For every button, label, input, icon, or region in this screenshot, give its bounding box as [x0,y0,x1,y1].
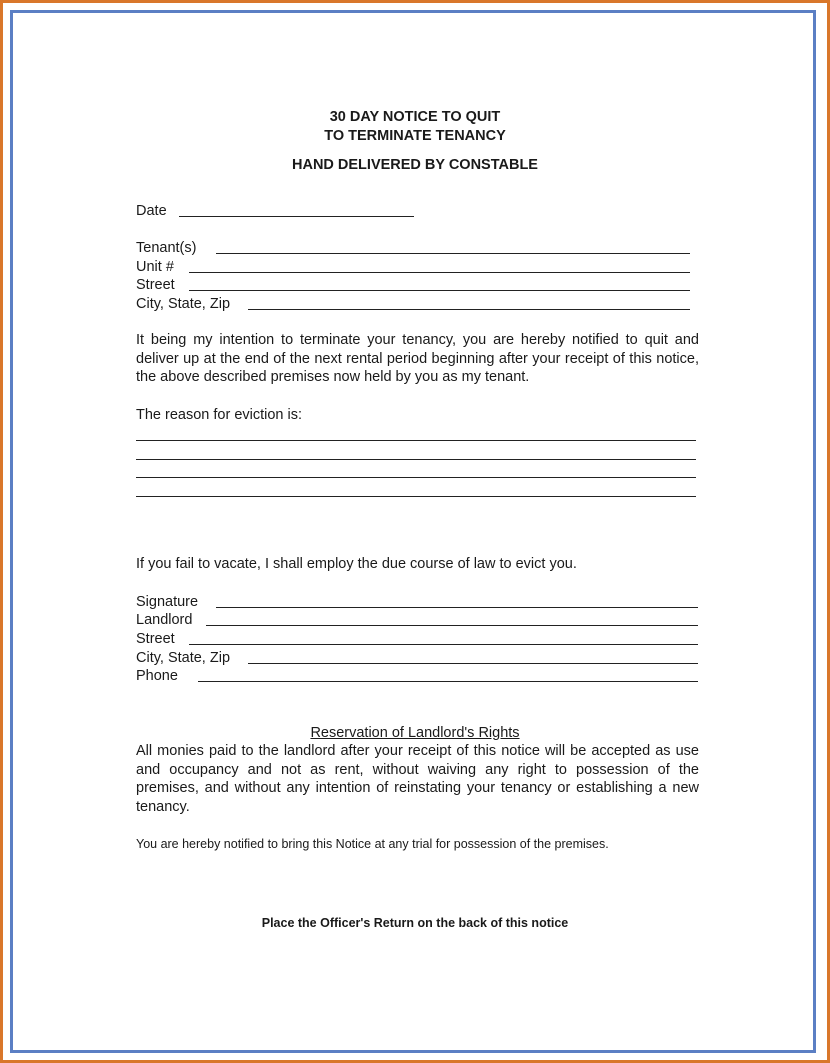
unit-line[interactable] [189,272,690,273]
landlord-street-label: Street [136,631,175,647]
tenant-city-label: City, State, Zip [136,296,231,312]
title-line-1: 30 DAY NOTICE TO QUIT [329,109,501,125]
vacate-statement: If you fail to vacate, I shall employ the due course of law to evict you. [136,556,577,572]
phone-label: Phone [136,668,178,684]
signature-label: Signature [136,594,199,610]
landlord-city-label: City, State, Zip [136,650,231,666]
tenants-line[interactable] [216,253,690,254]
date-line[interactable] [179,216,414,217]
reason-label: The reason for eviction is: [136,407,303,423]
landlord-line[interactable] [206,625,698,626]
reason-line[interactable] [136,459,696,460]
tenant-street-label: Street [136,277,175,293]
reason-line[interactable] [136,496,696,497]
reservation-heading: Reservation of Landlord's Rights [310,725,520,741]
landlord-street-line[interactable] [189,644,698,645]
tenant-street-line[interactable] [189,290,690,291]
phone-line[interactable] [198,681,698,682]
reservation-body: All monies paid to the landlord after your receipt of this notice will be accepted as use and occupancy and not as rent, without waiving any right to possession of the premises, and without any intention of reinstating your tenancy or establishing a new tenancy. [136,743,699,816]
tenant-city-line[interactable] [248,309,690,310]
title-line-2: TO TERMINATE TENANCY [324,128,506,144]
intent-paragraph: It being my intention to terminate your tenancy, you are hereby notified to quit and deliver up at the end of the next rental period beginning after your receipt of this notice, the above described premises now held by you as my tenant. [136,332,699,386]
trial-notice: You are hereby notified to bring this Notice at any trial for possession of the premises. [136,837,609,851]
footer-instruction: Place the Officer's Return on the back of this notice [261,916,569,930]
landlord-city-line[interactable] [248,663,698,664]
subtitle: HAND DELIVERED BY CONSTABLE [292,157,538,173]
signature-line[interactable] [216,607,698,608]
date-label: Date [136,203,167,219]
tenants-label: Tenant(s) [136,240,197,256]
landlord-label: Landlord [136,612,193,628]
reason-line[interactable] [136,440,696,441]
unit-label: Unit # [136,259,174,275]
reason-line[interactable] [136,477,696,478]
